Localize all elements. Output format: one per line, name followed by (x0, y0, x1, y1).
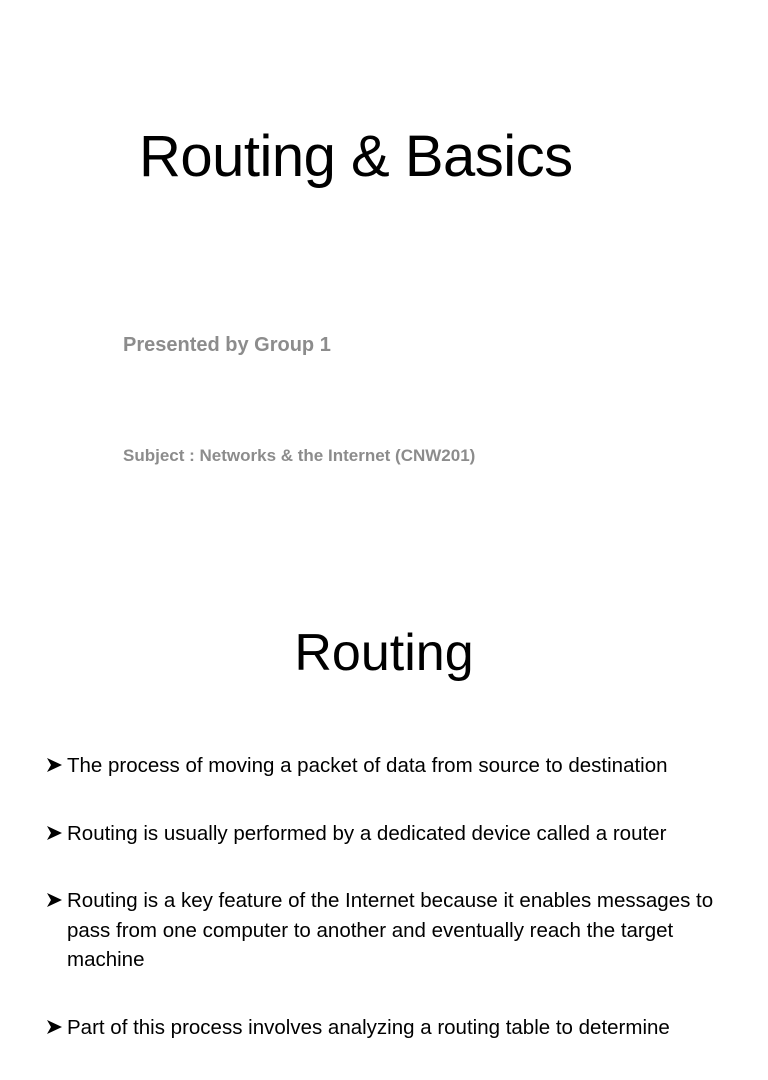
bullet-text: The process of moving a packet of data from source to destination (67, 754, 668, 777)
bullet-text: Routing is a key feature of the Internet because it enables messages to pass from one computer to another and eventually reach the target machine (67, 889, 714, 971)
presenter-text: Presented by Group 1 (123, 334, 331, 356)
bullet-text: Part of this process involves analyzing a routing table to determine (67, 1015, 670, 1039)
arrow-bullet-icon (46, 751, 64, 773)
list-item (46, 751, 746, 781)
list-item (46, 819, 746, 849)
list-item (46, 1013, 746, 1043)
arrow-bullet-icon (46, 886, 64, 908)
subject-text: Subject : Networks & the Internet (CNW201) (123, 446, 476, 465)
slide-routing (0, 576, 768, 1039)
routing-heading: Routing (294, 624, 474, 682)
bullet-text: Routing is usually performed by a dedicated device called a router (67, 821, 667, 845)
slide-title-heading: Routing & Basics (139, 124, 573, 189)
arrow-bullet-icon (46, 819, 64, 841)
bullet-list (46, 751, 746, 1080)
list-item (46, 886, 746, 975)
